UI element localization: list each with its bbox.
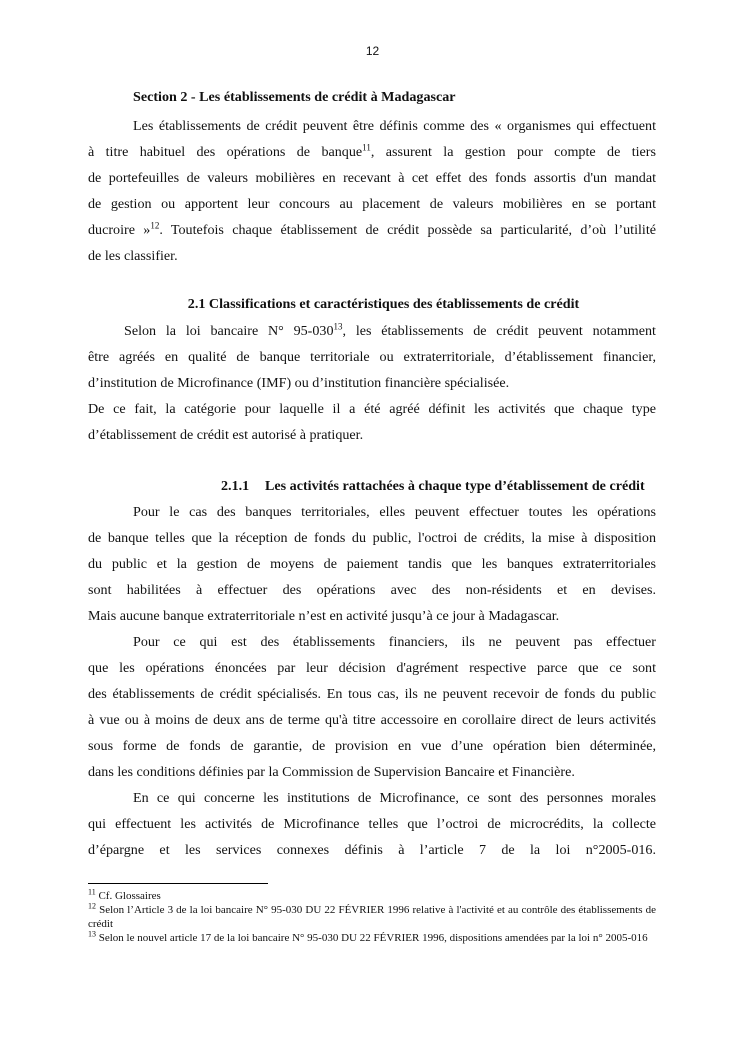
text-line: ducroire »$^{12}$. Toutefois chaque établissement de crédit possède sa particularité, d’où l’utilité — [88, 220, 656, 238]
text-line: à titre habituel des opérations de banque$^{11}$, assurent la gestion pour compte de tiers — [88, 142, 656, 160]
text-line: sont habilitées à effectuer des opérations avec des non-résidents et en devises. — [88, 582, 656, 598]
text-line: de portefeuilles de valeurs mobilières en recevant à cet effet des fonds assortis d'un mandat — [88, 170, 656, 186]
text-line: qui effectuent les activités de Microfinance telles que l’octroi de microcrédits, la collecte — [88, 816, 656, 832]
footnote: $^{13}$ Selon le nouvel article 17 de la loi bancaire N° 95-030 DU 22 FÉVRIER 1996, dispositions amendées par la loi n° 2005-016 — [88, 929, 648, 944]
text-line: d’établissement de crédit est autorisé à pratiquer. — [88, 427, 364, 443]
classification-paragraph — [88, 318, 656, 448]
text-line: que les opérations énoncées par leur décision d'agrément respective parce que ce sont — [88, 660, 656, 676]
footnotes — [88, 889, 656, 945]
footnote-ref: 13 — [333, 321, 343, 332]
footnote: $^{11}$ Cf. Glossaires — [88, 887, 161, 902]
footnote-separator — [88, 883, 268, 884]
footnote: $^{12}$ Selon l’Article 3 de la loi bancaire N° 95-030 DU 22 FÉVRIER 1996 relative à l'activité et au contrôle des établissements de crédit — [88, 901, 656, 930]
intro-paragraph — [88, 113, 656, 269]
text-line: Pour le cas des banques territoriales, elles peuvent effectuer toutes les opérations — [133, 504, 656, 520]
text-line: Selon la loi bancaire N° $95-030^{13}$, les établissements de crédit peuvent notamment — [124, 321, 656, 339]
footnote-marker: 11 — [88, 887, 96, 897]
text-line: de les classifier. — [88, 248, 178, 264]
text-line: Mais aucune banque extraterritoriale n’est en activité jusqu’à ce jour à Madagascar. — [88, 608, 560, 624]
text-line: dans les conditions définies par la Commission de Supervision Bancaire et Financière. — [88, 764, 575, 780]
text-line: Les établissements de crédit peuvent être définis comme des « organismes qui effectuent — [133, 118, 656, 134]
text-line: à vue ou à moins de deux ans de terme qu'à titre accessoire en corollaire direct de leurs activités — [88, 712, 656, 728]
text-line: d’institution de Microfinance (IMF) ou d’institution financière spécialisée. — [88, 375, 510, 391]
text-line: d’épargne et les services connexes définis à l’article 7 de la loi n°2005-016. — [88, 842, 656, 858]
footnote-marker: 13 — [88, 929, 96, 939]
heading-number: 2.1.1 — [221, 478, 250, 494]
heading-title: Les activités rattachées à chaque type d’établissement de crédit — [265, 478, 645, 494]
footnote-ref: 11 — [362, 142, 371, 153]
section-heading: Section 2 - Les établissements de crédit à Madagascar — [133, 89, 456, 105]
subsection-heading: 2.1 Classifications et caractéristiques des établissements de crédit — [187, 296, 580, 312]
text-line: du public et la gestion de moyens de paiement tandis que les banques extraterritoriales — [88, 556, 656, 572]
text-line: Pour ce qui est des établissements financiers, ils ne peuvent pas effectuer — [133, 634, 656, 650]
text-line: être agréés en qualité de banque territoriale ou extraterritoriale, d’établissement financier, — [88, 349, 656, 365]
text-line: de gestion ou apportent leur concours au placement de valeurs mobilières en se portant — [88, 196, 656, 212]
page-number: 12 — [365, 44, 380, 58]
footnote-ref: 12 — [150, 220, 160, 231]
activities-paragraphs — [88, 499, 656, 863]
text-line: de banque telles que la réception de fonds du public, l'octroi de crédits, la mise à disposition — [88, 530, 656, 546]
text-line: des établissements de crédit spécialisés. En tous cas, ils ne peuvent recevoir de fonds du public — [88, 686, 656, 702]
footnote-marker: 12 — [88, 901, 96, 911]
text-line: En ce qui concerne les institutions de Microfinance, ce sont des personnes morales — [133, 790, 656, 806]
text-line: sous forme de fonds de garantie, de provision en vue d’une opération bien déterminée, — [88, 738, 656, 754]
text-line: De ce fait, la catégorie pour laquelle il a été agréé définit les activités que chaque type — [88, 401, 656, 417]
subsubsection-heading — [221, 476, 645, 496]
